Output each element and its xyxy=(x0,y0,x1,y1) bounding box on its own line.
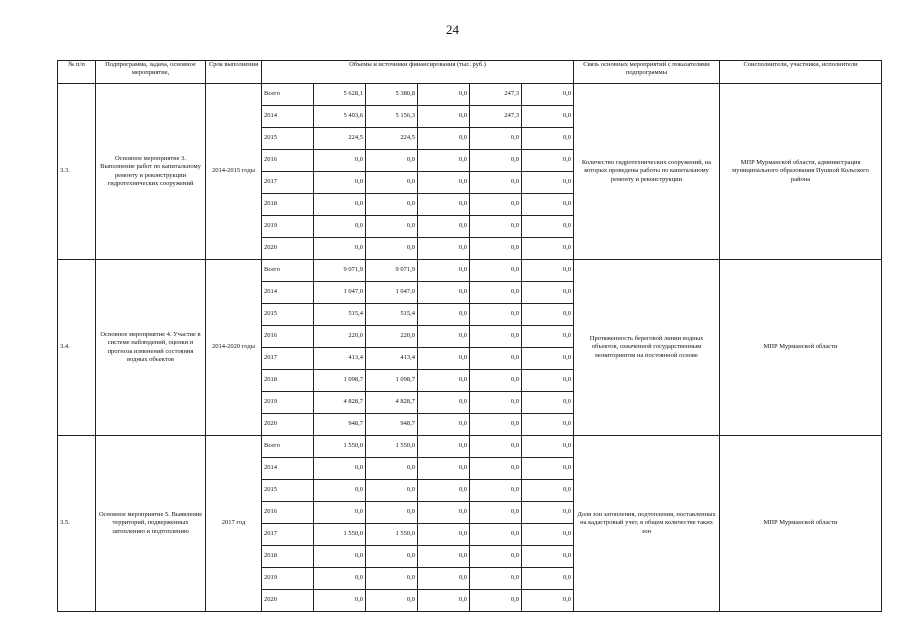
value-cell: 1 550,0 xyxy=(314,436,366,458)
year-cell: Всего xyxy=(262,436,314,458)
value-cell: 5 403,6 xyxy=(314,106,366,128)
value-cell: 0,0 xyxy=(418,436,470,458)
value-cell: 0,0 xyxy=(366,172,418,194)
year-cell: 2015 xyxy=(262,128,314,150)
value-cell: 224,5 xyxy=(366,128,418,150)
value-cell: 0,0 xyxy=(366,546,418,568)
value-cell: 0,0 xyxy=(522,524,574,546)
value-cell: 413,4 xyxy=(314,348,366,370)
value-cell: 0,0 xyxy=(522,458,574,480)
value-cell: 0,0 xyxy=(522,150,574,172)
section-title: Основное мероприятие 5. Выявление территорий, подверженных затоплению и подтоплению xyxy=(96,436,206,612)
value-cell: 0,0 xyxy=(418,370,470,392)
value-cell: 0,0 xyxy=(314,458,366,480)
value-cell: 0,0 xyxy=(418,216,470,238)
section-title: Основное мероприятие 4. Участие в системе наблюдений, оценки и прогноза изменений состояния водных объектов xyxy=(96,260,206,436)
value-cell: 0,0 xyxy=(470,238,522,260)
value-cell: 0,0 xyxy=(470,172,522,194)
value-cell: 948,7 xyxy=(366,414,418,436)
value-cell: 0,0 xyxy=(366,458,418,480)
value-cell: 0,0 xyxy=(470,392,522,414)
value-cell: 0,0 xyxy=(418,546,470,568)
value-cell: 0,0 xyxy=(522,128,574,150)
value-cell: 0,0 xyxy=(522,106,574,128)
value-cell: 0,0 xyxy=(470,590,522,612)
value-cell: 0,0 xyxy=(522,590,574,612)
value-cell: 0,0 xyxy=(522,392,574,414)
value-cell: 0,0 xyxy=(418,282,470,304)
year-cell: 2015 xyxy=(262,304,314,326)
value-cell: 220,0 xyxy=(366,326,418,348)
value-cell: 0,0 xyxy=(366,502,418,524)
header-index: № п/п xyxy=(58,61,96,84)
value-cell: 0,0 xyxy=(522,370,574,392)
value-cell: 1 550,0 xyxy=(314,524,366,546)
value-cell: 1 047,0 xyxy=(314,282,366,304)
value-cell: 0,0 xyxy=(366,194,418,216)
value-cell: 0,0 xyxy=(418,304,470,326)
value-cell: 5 156,3 xyxy=(366,106,418,128)
header-row xyxy=(58,61,882,84)
value-cell: 9 071,9 xyxy=(366,260,418,282)
section-index: 3.5. xyxy=(58,436,96,612)
value-cell: 413,4 xyxy=(366,348,418,370)
value-cell: 0,0 xyxy=(314,546,366,568)
value-cell: 0,0 xyxy=(470,326,522,348)
value-cell: 0,0 xyxy=(314,480,366,502)
header-term: Срок выполнения xyxy=(206,61,262,84)
section-term: 2017 год xyxy=(206,436,262,612)
value-cell: 0,0 xyxy=(470,568,522,590)
value-cell: 224,5 xyxy=(314,128,366,150)
year-cell: 2019 xyxy=(262,216,314,238)
value-cell: 5 628,1 xyxy=(314,84,366,106)
table-row xyxy=(58,260,882,282)
section-index: 3.3. xyxy=(58,84,96,260)
value-cell: 0,0 xyxy=(418,172,470,194)
value-cell: 0,0 xyxy=(418,524,470,546)
value-cell: 0,0 xyxy=(470,458,522,480)
value-cell: 0,0 xyxy=(522,414,574,436)
year-cell: 2014 xyxy=(262,458,314,480)
value-cell: 515,4 xyxy=(366,304,418,326)
year-cell: 2016 xyxy=(262,326,314,348)
value-cell: 0,0 xyxy=(522,282,574,304)
financing-table xyxy=(57,60,882,612)
value-cell: 0,0 xyxy=(314,194,366,216)
value-cell: 0,0 xyxy=(418,480,470,502)
value-cell: 0,0 xyxy=(522,546,574,568)
value-cell: 0,0 xyxy=(366,150,418,172)
value-cell: 9 071,9 xyxy=(314,260,366,282)
value-cell: 0,0 xyxy=(366,238,418,260)
value-cell: 0,0 xyxy=(418,458,470,480)
value-cell: 0,0 xyxy=(314,150,366,172)
value-cell: 0,0 xyxy=(366,216,418,238)
year-cell: 2017 xyxy=(262,524,314,546)
page-number: 24 xyxy=(446,22,459,37)
value-cell: 0,0 xyxy=(522,194,574,216)
value-cell: 0,0 xyxy=(314,238,366,260)
section-indicator-link: Количество гидротехнических сооружений, на которых проведены работы по капитальному ремонту и реконструкции xyxy=(574,84,720,260)
value-cell: 0,0 xyxy=(522,326,574,348)
year-cell: Всего xyxy=(262,260,314,282)
value-cell: 0,0 xyxy=(418,194,470,216)
table-row xyxy=(58,436,882,458)
year-cell: 2018 xyxy=(262,194,314,216)
value-cell: 0,0 xyxy=(418,238,470,260)
header-financing: Объемы и источники финансирования (тыс. руб.) xyxy=(262,61,574,84)
year-cell: 2017 xyxy=(262,172,314,194)
value-cell: 0,0 xyxy=(366,480,418,502)
value-cell: 1 047,0 xyxy=(366,282,418,304)
value-cell: 0,0 xyxy=(522,568,574,590)
value-cell: 0,0 xyxy=(418,414,470,436)
value-cell: 948,7 xyxy=(314,414,366,436)
value-cell: 0,0 xyxy=(470,304,522,326)
year-cell: 2018 xyxy=(262,370,314,392)
value-cell: 0,0 xyxy=(522,216,574,238)
value-cell: 4 828,7 xyxy=(366,392,418,414)
value-cell: 247,3 xyxy=(470,84,522,106)
value-cell: 0,0 xyxy=(418,590,470,612)
value-cell: 0,0 xyxy=(314,568,366,590)
value-cell: 0,0 xyxy=(522,480,574,502)
value-cell: 5 380,8 xyxy=(366,84,418,106)
year-cell: 2020 xyxy=(262,414,314,436)
value-cell: 0,0 xyxy=(366,568,418,590)
value-cell: 0,0 xyxy=(470,546,522,568)
year-cell: 2016 xyxy=(262,502,314,524)
section-index: 3.4. xyxy=(58,260,96,436)
value-cell: 0,0 xyxy=(418,128,470,150)
value-cell: 0,0 xyxy=(470,150,522,172)
section-executors: МПР Мурманской области xyxy=(720,260,882,436)
year-cell: 2019 xyxy=(262,392,314,414)
value-cell: 0,0 xyxy=(314,172,366,194)
year-cell: Всего xyxy=(262,84,314,106)
value-cell: 0,0 xyxy=(418,150,470,172)
value-cell: 0,0 xyxy=(522,84,574,106)
value-cell: 0,0 xyxy=(522,436,574,458)
value-cell: 0,0 xyxy=(314,502,366,524)
value-cell: 0,0 xyxy=(418,106,470,128)
value-cell: 0,0 xyxy=(470,414,522,436)
value-cell: 0,0 xyxy=(314,216,366,238)
section-executors: МПР Мурманской области, администрация муниципального образования Пушной Кольского района xyxy=(720,84,882,260)
value-cell: 0,0 xyxy=(522,260,574,282)
year-cell: 2020 xyxy=(262,590,314,612)
table-row xyxy=(58,84,882,106)
value-cell: 0,0 xyxy=(522,348,574,370)
value-cell: 0,0 xyxy=(470,128,522,150)
value-cell: 1 550,0 xyxy=(366,524,418,546)
value-cell: 0,0 xyxy=(470,348,522,370)
value-cell: 0,0 xyxy=(522,304,574,326)
value-cell: 0,0 xyxy=(418,348,470,370)
value-cell: 220,0 xyxy=(314,326,366,348)
section-term: 2014-2020 годы xyxy=(206,260,262,436)
value-cell: 0,0 xyxy=(470,502,522,524)
value-cell: 0,0 xyxy=(418,502,470,524)
table-body xyxy=(58,84,882,612)
value-cell: 1 098,7 xyxy=(366,370,418,392)
year-cell: 2019 xyxy=(262,568,314,590)
value-cell: 1 550,0 xyxy=(366,436,418,458)
section-indicator-link: Протяженность береговой линии водных объектов, охваченной государственным мониторингом на постоянной основе xyxy=(574,260,720,436)
value-cell: 0,0 xyxy=(366,590,418,612)
value-cell: 1 098,7 xyxy=(314,370,366,392)
value-cell: 0,0 xyxy=(522,238,574,260)
year-cell: 2014 xyxy=(262,282,314,304)
value-cell: 0,0 xyxy=(470,436,522,458)
value-cell: 0,0 xyxy=(522,502,574,524)
value-cell: 0,0 xyxy=(418,84,470,106)
value-cell: 0,0 xyxy=(470,524,522,546)
section-title: Основное мероприятие 3. Выполнение работ по капитальному ремонту и реконструкции гидротехнических сооружений xyxy=(96,84,206,260)
value-cell: 4 828,7 xyxy=(314,392,366,414)
year-cell: 2018 xyxy=(262,546,314,568)
value-cell: 0,0 xyxy=(418,392,470,414)
value-cell: 0,0 xyxy=(418,260,470,282)
value-cell: 0,0 xyxy=(470,282,522,304)
year-cell: 2015 xyxy=(262,480,314,502)
header-link: Связь основных мероприятий с показателями подпрограммы xyxy=(574,61,720,84)
year-cell: 2017 xyxy=(262,348,314,370)
section-term: 2014-2015 годы xyxy=(206,84,262,260)
value-cell: 0,0 xyxy=(522,172,574,194)
value-cell: 0,0 xyxy=(314,590,366,612)
year-cell: 2014 xyxy=(262,106,314,128)
value-cell: 0,0 xyxy=(418,568,470,590)
header-executors: Соисполнители, участники, исполнители xyxy=(720,61,882,84)
value-cell: 0,0 xyxy=(470,216,522,238)
year-cell: 2020 xyxy=(262,238,314,260)
header-program: Подпрограмма, задача, основное мероприятие, xyxy=(96,61,206,84)
value-cell: 247,3 xyxy=(470,106,522,128)
year-cell: 2016 xyxy=(262,150,314,172)
section-indicator-link: Доля зон затопления, подтопления, поставленных на кадастровый учет, в общем количестве таких зон xyxy=(574,436,720,612)
value-cell: 0,0 xyxy=(470,480,522,502)
value-cell: 0,0 xyxy=(470,370,522,392)
section-executors: МПР Мурманской области xyxy=(720,436,882,612)
value-cell: 0,0 xyxy=(470,194,522,216)
value-cell: 0,0 xyxy=(418,326,470,348)
value-cell: 0,0 xyxy=(470,260,522,282)
value-cell: 515,4 xyxy=(314,304,366,326)
